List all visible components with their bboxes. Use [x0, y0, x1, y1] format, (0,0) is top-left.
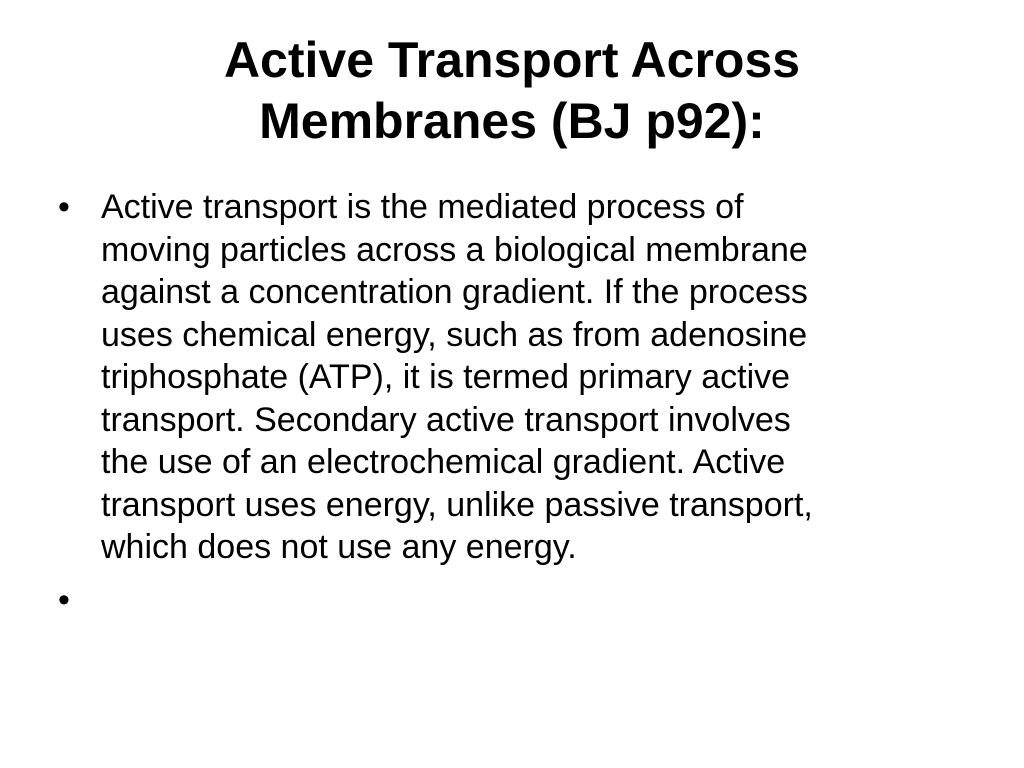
bullet-icon: • — [58, 580, 70, 619]
title-line-2: Membranes (BJ p92): — [259, 93, 765, 149]
bullet-list — [58, 186, 958, 621]
bullet-icon: • — [58, 188, 70, 226]
title-line-1: Active Transport Across — [223, 32, 801, 88]
bullet-text-line: Active transport is the mediated process of — [101, 188, 744, 226]
bullet-text-line: moving particles across a biological membrane — [101, 230, 808, 269]
bullet-text-line: uses chemical energy, such as from adenosine — [101, 315, 808, 354]
bullet-text-line: transport uses energy, unlike passive transport, — [101, 485, 813, 524]
bullet-item-empty — [58, 579, 958, 622]
bullet-item-active-transport — [58, 186, 958, 569]
bullet-text-line: which does not use any energy. — [101, 528, 577, 566]
bullet-text-line: triphosphate (ATP), it is termed primary active — [101, 358, 791, 396]
slide-title — [0, 30, 1024, 152]
bullet-text-line: against a concentration gradient. If the process — [101, 273, 808, 311]
bullet-text-line: the use of an electrochemical gradient. Active — [101, 443, 786, 481]
bullet-text-line: transport. Secondary active transport involves — [101, 400, 791, 439]
